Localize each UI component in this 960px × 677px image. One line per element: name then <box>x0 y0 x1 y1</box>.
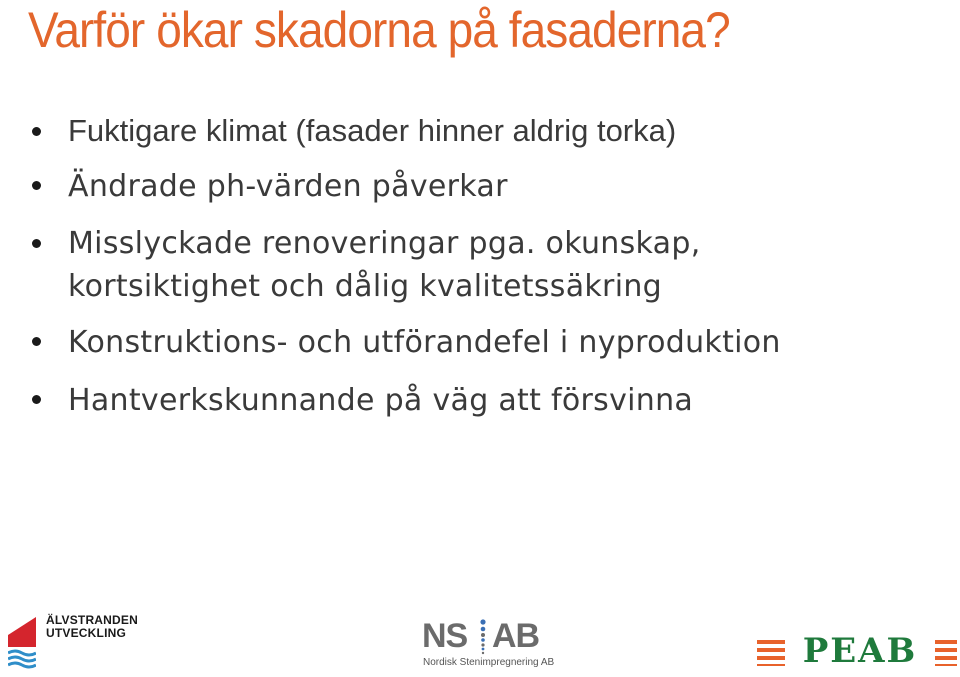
nsi-logo-subtitle: Nordisk Stenimpregnering AB <box>423 657 555 668</box>
bullet-text: Hantverkskunnande på väg att försvinna <box>68 383 694 418</box>
slide-title: Varför ökar skadorna på fasaderna? <box>28 2 730 58</box>
bullet-text: Fuktigare klimat (fasader hinner aldrig torka) <box>68 113 677 148</box>
alvstranden-line2: UTVECKLING <box>46 626 126 640</box>
bullet-list <box>30 110 950 436</box>
bullet-text: Konstruktions- och utförandefel i nyproduktion <box>68 325 781 360</box>
bullet-dot-icon <box>32 239 41 248</box>
bullet-text: Ändrade ph-värden påverkar <box>68 169 508 204</box>
alvstranden-mark-icon <box>8 613 36 670</box>
bullet-item <box>30 110 950 152</box>
nsi-logo-right: AB <box>492 617 540 655</box>
bullet-item <box>30 320 950 366</box>
peab-logo <box>757 632 957 672</box>
bullet-dot-icon <box>32 395 41 404</box>
bullet-dot-icon <box>32 181 41 190</box>
bullet-dot-icon <box>32 337 41 346</box>
bullet-text: Misslyckade renoveringar pga. okunskap, <box>68 226 701 261</box>
bullet-item <box>30 378 950 424</box>
nsi-logo-left: NS <box>422 617 468 655</box>
bullet-dot-icon <box>32 127 41 136</box>
alvstranden-logo <box>8 608 148 672</box>
nsi-dots-icon <box>475 619 491 655</box>
bullet-item <box>30 222 950 308</box>
bullet-item <box>30 164 950 210</box>
nsi-logo <box>422 617 555 674</box>
peab-wordmark: PEAB <box>785 632 935 670</box>
alvstranden-line1: ÄLVSTRANDEN <box>46 613 138 627</box>
bullet-text-continuation: kortsiktighet och dålig kvalitetssäkring <box>68 269 662 304</box>
